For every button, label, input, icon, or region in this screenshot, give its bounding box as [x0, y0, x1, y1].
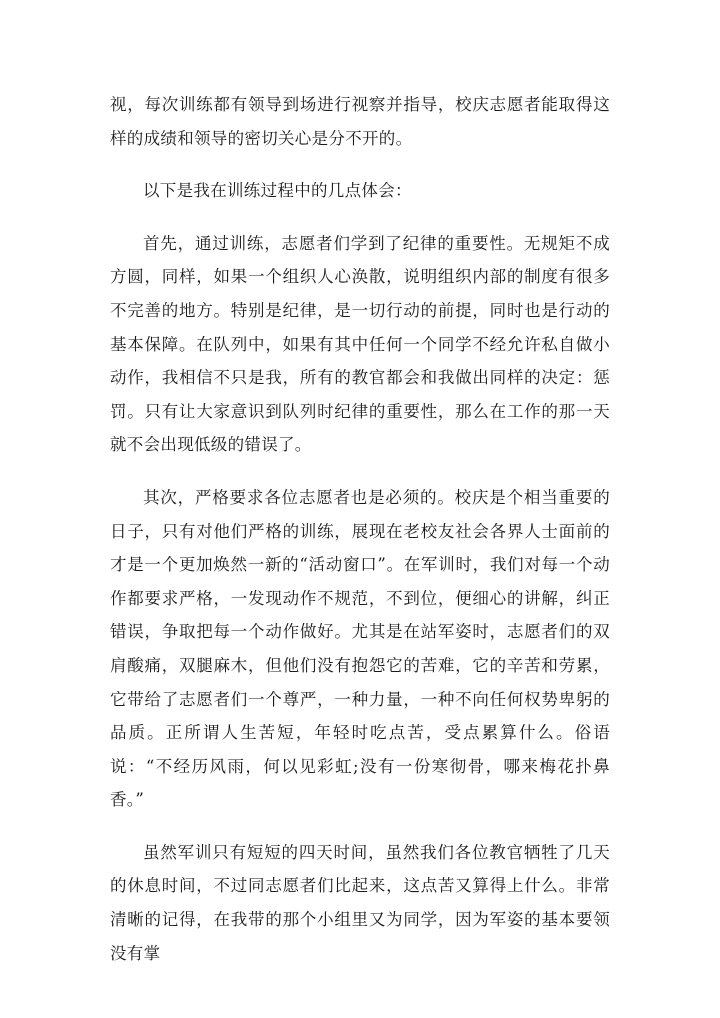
paragraph-1: 视，每次训练都有领导到场进行视察并指导，校庆志愿者能取得这样的成绩和领导的密切关心是分不开的。: [110, 95, 610, 148]
paragraph-4: 其次，严格要求各位志愿者也是必须的。校庆是个相当重要的日子，只有对他们严格的训练，展现在老校友社会各界人士面前的才是一个更加焕然一新的“活动窗口”。在军训时，我们对每一个动作都要求严格，一发现动作不规范，不到位，便细心的讲解，纠正错误，争取把每一个动作做好。尤其是在站军姿时，志愿者们的双肩酸痛，双腿麻木，但他们没有抱怨它的苦难，它的辛苦和劳累，它带给了志愿者们一个尊严，一种力量，一种不向任何权势卑躬的品质。正所谓人生苦短，年轻时吃点苦，受点累算什么。俗语说：“不经历风雨，何以见彩虹;没有一份寒彻骨，哪来梅花扑鼻香。”: [110, 487, 610, 810]
paragraph-3: 首先，通过训练，志愿者们学到了纪律的重要性。无规矩不成方圆，同样，如果一个组织人心涣散，说明组织内部的制度有很多不完善的地方。特别是纪律，是一切行动的前提，同时也是行动的基本保障。在队列中，如果有其中任何一个同学不经允许私自做小动作，我相信不只是我，所有的教官都会和我做出同样的决定：惩罚。只有让大家意识到队列时纪律的重要性，那么在工作的那一天就不会出现低级的错误了。: [110, 233, 610, 455]
document-body: [110, 88, 610, 989]
paragraph-2: 以下是我在训练过程中的几点体会：: [143, 181, 412, 201]
paragraph-5: 虽然军训只有短短的四天时间，虽然我们各位教官牺牲了几天的休息时间，不过同志愿者们比起来，这点苦又算得上什么。非常清晰的记得，在我带的那个小组里又为同学，因为军姿的基本要领没有掌: [110, 842, 610, 963]
